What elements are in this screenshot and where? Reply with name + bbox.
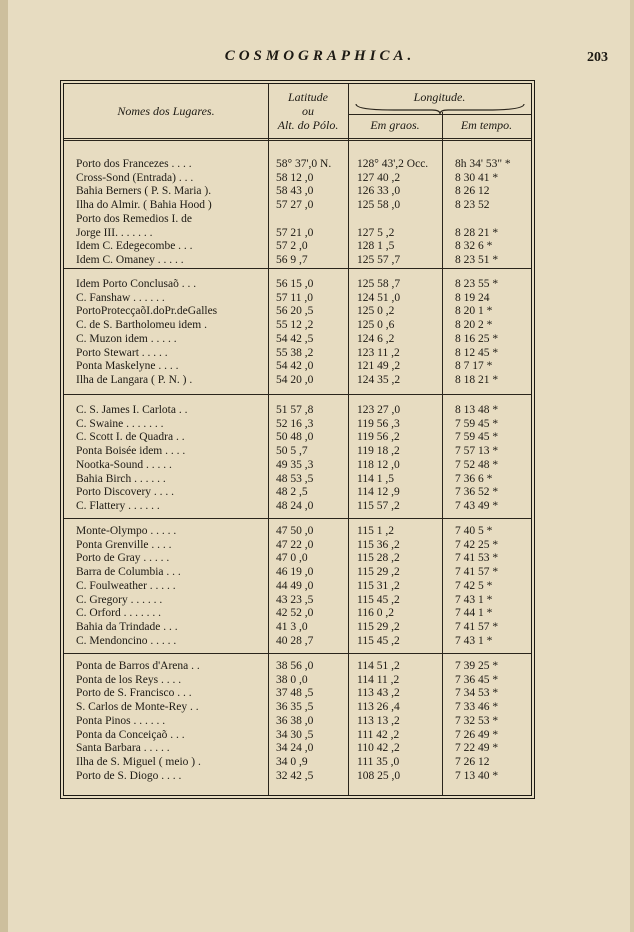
table-row: [64, 185, 531, 198]
place-name: Idem C. Omaney . . . . .: [76, 253, 184, 266]
place-name: PortoProtecçaõI.doPr.deGalles: [76, 305, 218, 318]
place-name: C. Fanshaw . . . . . .: [76, 291, 165, 304]
latitude-value: 48 24 ,0: [276, 499, 314, 512]
longitude-degrees-value: 125 0 ,2: [357, 305, 395, 318]
place-name: Porto Discovery . . . .: [76, 486, 175, 499]
longitude-time-value: 7 39 25 *: [455, 660, 499, 672]
table-row: [64, 729, 531, 742]
longitude-degrees-value: 115 45 ,2: [357, 634, 400, 647]
latitude-value: 34 24 ,0: [276, 742, 314, 755]
longitude-degrees-value: 118 12 ,0: [357, 458, 400, 471]
longitude-time-value: 8 18 21 *: [455, 373, 499, 386]
longitude-degrees-value: 116 0 ,2: [357, 607, 394, 620]
longitude-time-value: 7 32 53 *: [455, 714, 499, 727]
place-name: Santa Barbara . . . . .: [76, 742, 170, 755]
longitude-time-value: 7 22 49 *: [455, 742, 499, 755]
longitude-degrees-value: 125 57 ,7: [357, 253, 401, 266]
latitude-value: 46 19 ,0: [276, 566, 314, 579]
header-longitude-time: Em tempo.: [460, 118, 513, 132]
longitude-degrees-value: 108 25 ,0: [357, 769, 401, 782]
place-name: Barra de Columbia . . .: [76, 566, 181, 579]
place-name: Cross-Sond (Entrada) . . .: [76, 171, 194, 184]
longitude-time-value: 7 36 45 *: [455, 673, 499, 686]
longitude-degrees-value: 125 0 ,6: [357, 319, 395, 332]
longitude-time-value: 7 36 6 *: [455, 472, 493, 485]
latitude-value: 42 52 ,0: [276, 607, 314, 620]
longitude-degrees-value: 119 18 ,2: [357, 445, 400, 458]
place-name: C. de S. Bartholomeu idem .: [76, 319, 207, 332]
table-row: [64, 701, 531, 714]
table-row: [64, 459, 531, 472]
place-name: Ilha de Langara ( P. N. ) .: [76, 373, 193, 386]
table-row: [64, 580, 531, 593]
longitude-time-value: 8 20 1 *: [455, 305, 493, 318]
longitude-degrees-value: 115 28 ,2: [357, 552, 400, 565]
latitude-value: 44 49 ,0: [276, 579, 314, 592]
longitude-degrees-value: 121 49 ,2: [357, 360, 401, 373]
longitude-time-value: 8 30 41 *: [455, 171, 499, 184]
place-name: Idem C. Edegecombe . . .: [76, 240, 193, 253]
latitude-value: 47 22 ,0: [276, 538, 314, 551]
longitude-time-value: 7 43 49 *: [455, 499, 499, 512]
table-row: [64, 500, 531, 513]
header-rule: [348, 114, 531, 115]
table-row: [64, 660, 531, 673]
table-row: [64, 333, 531, 346]
table-row: [64, 687, 531, 700]
table-row: [64, 199, 531, 212]
header-latitude-ou: ou: [302, 104, 314, 118]
longitude-degrees-value: 123 11 ,2: [357, 346, 400, 359]
longitude-degrees-value: 113 13 ,2: [357, 714, 400, 727]
longitude-time-value: 8 23 52: [455, 199, 490, 212]
longitude-time-value: 7 41 57 *: [455, 566, 499, 579]
latitude-value: 54 42 ,0: [276, 360, 314, 373]
table-row: [64, 607, 531, 620]
place-name: C. Flattery . . . . . .: [76, 499, 160, 512]
table-row: [64, 473, 531, 486]
latitude-value: 56 20 ,5: [276, 305, 314, 318]
latitude-value: 50 5 ,7: [276, 445, 308, 458]
latitude-value: 56 9 ,7: [276, 253, 308, 266]
table-row: [64, 742, 531, 755]
longitude-degrees-value: 113 43 ,2: [357, 687, 400, 700]
longitude-time-value: 7 43 1 *: [455, 593, 493, 606]
table-row: [64, 525, 531, 538]
table-row: [64, 227, 531, 240]
place-name: C. Mendoncino . . . . .: [76, 634, 177, 647]
latitude-value: 48 53 ,5: [276, 472, 314, 485]
table-row: [64, 305, 531, 318]
header-name: Nomes dos Lugares.: [117, 104, 215, 118]
longitude-time-value: 8 23 55 *: [455, 278, 499, 290]
latitude-value: 34 30 ,5: [276, 728, 314, 741]
place-name: C. Gregory . . . . . .: [76, 593, 163, 606]
longitude-time-value: 7 42 25 *: [455, 538, 499, 551]
place-name: Ponta Grenville . . . .: [76, 538, 172, 551]
group-separator: [64, 394, 531, 395]
longitude-degrees-value: 126 33 ,0: [357, 185, 401, 198]
table-row: [64, 172, 531, 185]
table-row: [64, 715, 531, 728]
latitude-value: 54 42 ,5: [276, 332, 314, 345]
coordinates-table: [60, 80, 535, 799]
table-row: [64, 635, 531, 648]
longitude-time-value: 7 52 48 *: [455, 458, 499, 471]
longitude-degrees-value: 114 51 ,2: [357, 660, 400, 672]
place-name: Jorge III. . . . . . .: [76, 226, 153, 239]
table-row: [64, 418, 531, 431]
latitude-value: 55 38 ,2: [276, 346, 314, 359]
latitude-value: 51 57 ,8: [276, 404, 314, 416]
place-name: Ilha de S. Miguel ( meio ) .: [76, 755, 201, 768]
longitude-time-value: 7 41 53 *: [455, 552, 499, 565]
longitude-degrees-value: 123 27 ,0: [357, 404, 401, 416]
longitude-time-value: 8 12 45 *: [455, 346, 499, 359]
table-row: [64, 254, 531, 267]
longitude-time-value: 7 13 40 *: [455, 769, 499, 782]
table-row: [64, 360, 531, 373]
longitude-time-value: 8 26 12: [455, 185, 490, 198]
longitude-degrees-value: 115 45 ,2: [357, 593, 400, 606]
longitude-time-value: 7 26 12: [455, 755, 490, 768]
place-name: S. Carlos de Monte-Rey . .: [76, 701, 199, 714]
table-row: [64, 594, 531, 607]
longitude-time-value: 7 26 49 *: [455, 728, 499, 741]
latitude-value: 38 56 ,0: [276, 660, 314, 672]
longitude-time-value: 7 44 1 *: [455, 607, 493, 620]
header-longitude-degrees: Em graos.: [370, 118, 420, 132]
place-name: Bahia Berners ( P. S. Maria ).: [76, 185, 212, 198]
place-name: Ilha do Almir. ( Bahia Hood ): [76, 199, 212, 212]
longitude-degrees-value: 124 51 ,0: [357, 291, 401, 304]
latitude-value: 47 50 ,0: [276, 525, 314, 537]
longitude-time-value: 8 32 6 *: [455, 240, 493, 253]
latitude-value: 38 0 ,0: [276, 673, 308, 686]
page-edge: [630, 0, 634, 932]
longitude-time-value: 7 59 45 *: [455, 431, 499, 444]
latitude-value: 57 27 ,0: [276, 199, 314, 212]
longitude-degrees-value: 127 40 ,2: [357, 171, 401, 184]
table-row: [64, 374, 531, 387]
latitude-value: 58° 37',0 N.: [276, 158, 332, 170]
place-name: C. Scott I. de Quadra . .: [76, 431, 185, 444]
longitude-degrees-value: 115 36 ,2: [357, 538, 400, 551]
place-name: Ponta de Barros d'Arena . .: [76, 660, 200, 672]
place-name: Porto de Gray . . . . .: [76, 552, 170, 565]
longitude-time-value: 7 57 13 *: [455, 445, 499, 458]
latitude-value: 41 3 ,0: [276, 620, 308, 633]
table-row: [64, 539, 531, 552]
longitude-degrees-value: 115 29 ,2: [357, 620, 400, 633]
longitude-time-value: 8 13 48 *: [455, 404, 499, 416]
page-gutter: [0, 0, 8, 932]
running-head: COSMOGRAPHICA.: [224, 48, 416, 64]
place-name: Porto de S. Diogo . . . .: [76, 769, 182, 782]
longitude-time-value: 7 43 1 *: [455, 634, 493, 647]
table-row: [64, 278, 531, 291]
longitude-degrees-value: 111 42 ,2: [357, 728, 400, 741]
latitude-value: 57 21 ,0: [276, 226, 314, 239]
latitude-value: 58 43 ,0: [276, 185, 314, 198]
longitude-degrees-value: 128° 43',2 Occ.: [357, 158, 429, 170]
latitude-value: 34 0 ,9: [276, 755, 308, 768]
longitude-degrees-value: 114 1 ,5: [357, 472, 394, 485]
table-row: [64, 566, 531, 579]
longitude-time-value: 7 36 52 *: [455, 486, 499, 499]
place-name: Bahia Birch . . . . . .: [76, 472, 166, 485]
place-name: Idem Porto Conclusaõ . . .: [76, 278, 197, 290]
table-row: [64, 756, 531, 769]
longitude-degrees-value: 115 31 ,2: [357, 579, 400, 592]
latitude-value: 57 2 ,0: [276, 240, 308, 253]
longitude-time-value: 8 20 2 *: [455, 319, 493, 332]
place-name: Bahia da Trindade . . .: [76, 620, 178, 633]
longitude-degrees-value: 110 42 ,2: [357, 742, 400, 755]
place-name: Ponta de los Reys . . . .: [76, 673, 182, 686]
latitude-value: 36 38 ,0: [276, 714, 314, 727]
place-name: Nootka-Sound . . . . .: [76, 458, 172, 471]
longitude-degrees-value: 119 56 ,3: [357, 417, 400, 430]
longitude-degrees-value: 115 1 ,2: [357, 525, 394, 537]
group-separator: [64, 268, 531, 269]
table-row: [64, 621, 531, 634]
table-row: [64, 674, 531, 687]
longitude-degrees-value: 124 35 ,2: [357, 373, 401, 386]
longitude-degrees-value: 115 29 ,2: [357, 566, 400, 579]
latitude-value: 50 48 ,0: [276, 431, 314, 444]
group-separator: [64, 653, 531, 654]
place-name: Porto dos Remedios I. de: [76, 212, 192, 225]
longitude-time-value: 8 7 17 *: [455, 360, 493, 373]
place-name: C. Muzon idem . . . . .: [76, 332, 177, 345]
place-name: Monte-Olympo . . . . .: [76, 525, 177, 537]
group-separator: [64, 518, 531, 519]
longitude-time-value: 7 40 5 *: [455, 525, 493, 537]
header-longitude: Longitude.: [413, 90, 466, 104]
place-name: Ponta Boisée idem . . . .: [76, 445, 186, 458]
table-row: [64, 445, 531, 458]
latitude-value: 55 12 ,2: [276, 319, 314, 332]
longitude-time-value: 8 16 25 *: [455, 332, 499, 345]
table-row: [64, 240, 531, 253]
table-row: [64, 404, 531, 417]
latitude-value: 48 2 ,5: [276, 486, 308, 499]
latitude-value: 32 42 ,5: [276, 769, 314, 782]
longitude-degrees-value: 124 6 ,2: [357, 332, 395, 345]
place-name: C. Orford . . . . . . .: [76, 607, 161, 620]
table-row: [64, 158, 531, 171]
longitude-time-value: 8h 34' 53" *: [455, 158, 511, 170]
longitude-time-value: 7 41 57 *: [455, 620, 499, 633]
latitude-value: 40 28 ,7: [276, 634, 314, 647]
place-name: Porto de S. Francisco . . .: [76, 687, 192, 700]
place-name: Ponta Maskelyne . . . .: [76, 360, 179, 373]
longitude-degrees-value: 113 26 ,4: [357, 701, 400, 714]
place-name: C. S. James I. Carlota . .: [76, 404, 188, 416]
place-name: Ponta da Conceiçaõ . . .: [76, 728, 185, 741]
longitude-degrees-value: 128 1 ,5: [357, 240, 395, 253]
header-latitude-alt: Alt. do Pólo.: [277, 118, 339, 132]
longitude-degrees-value: 111 35 ,0: [357, 755, 400, 768]
latitude-value: 52 16 ,3: [276, 417, 314, 430]
longitude-degrees-value: 114 11 ,2: [357, 673, 400, 686]
table-row: [64, 431, 531, 444]
longitude-time-value: 7 42 5 *: [455, 579, 493, 592]
latitude-value: 43 23 ,5: [276, 593, 314, 606]
latitude-value: 36 35 ,5: [276, 701, 314, 714]
longitude-degrees-value: 119 56 ,2: [357, 431, 400, 444]
place-name: Ponta Pinos . . . . . .: [76, 714, 166, 727]
table-row: [64, 292, 531, 305]
longitude-time-value: 7 59 45 *: [455, 417, 499, 430]
latitude-value: 54 20 ,0: [276, 373, 314, 386]
longitude-degrees-value: 127 5 ,2: [357, 226, 395, 239]
place-name: C. Swaine . . . . . . .: [76, 417, 164, 430]
table-row: [64, 319, 531, 332]
table-row: [64, 213, 531, 226]
table-row: [64, 770, 531, 783]
longitude-degrees-value: 114 12 ,9: [357, 486, 400, 499]
page-number: 203: [587, 50, 608, 65]
longitude-degrees-value: 115 57 ,2: [357, 499, 400, 512]
longitude-time-value: 7 33 46 *: [455, 701, 499, 714]
latitude-value: 57 11 ,0: [276, 291, 313, 304]
longitude-time-value: 8 28 21 *: [455, 226, 499, 239]
longitude-degrees-value: 125 58 ,0: [357, 199, 401, 212]
latitude-value: 47 0 ,0: [276, 552, 308, 565]
place-name: Porto Stewart . . . . .: [76, 346, 168, 359]
latitude-value: 37 48 ,5: [276, 687, 314, 700]
longitude-time-value: 8 23 51 *: [455, 253, 499, 266]
place-name: C. Foulweather . . . . .: [76, 579, 176, 592]
latitude-value: 58 12 ,0: [276, 171, 314, 184]
header-separator: [64, 138, 531, 141]
longitude-time-value: 8 19 24: [455, 291, 490, 304]
table-row: [64, 552, 531, 565]
table-row: [64, 486, 531, 499]
longitude-degrees-value: 125 58 ,7: [357, 278, 401, 290]
longitude-time-value: 7 34 53 *: [455, 687, 499, 700]
place-name: Porto dos Francezes . . . .: [76, 158, 192, 170]
table-row: [64, 347, 531, 360]
latitude-value: 49 35 ,3: [276, 458, 314, 471]
header-latitude: Latitude: [287, 90, 328, 104]
latitude-value: 56 15 ,0: [276, 278, 314, 290]
